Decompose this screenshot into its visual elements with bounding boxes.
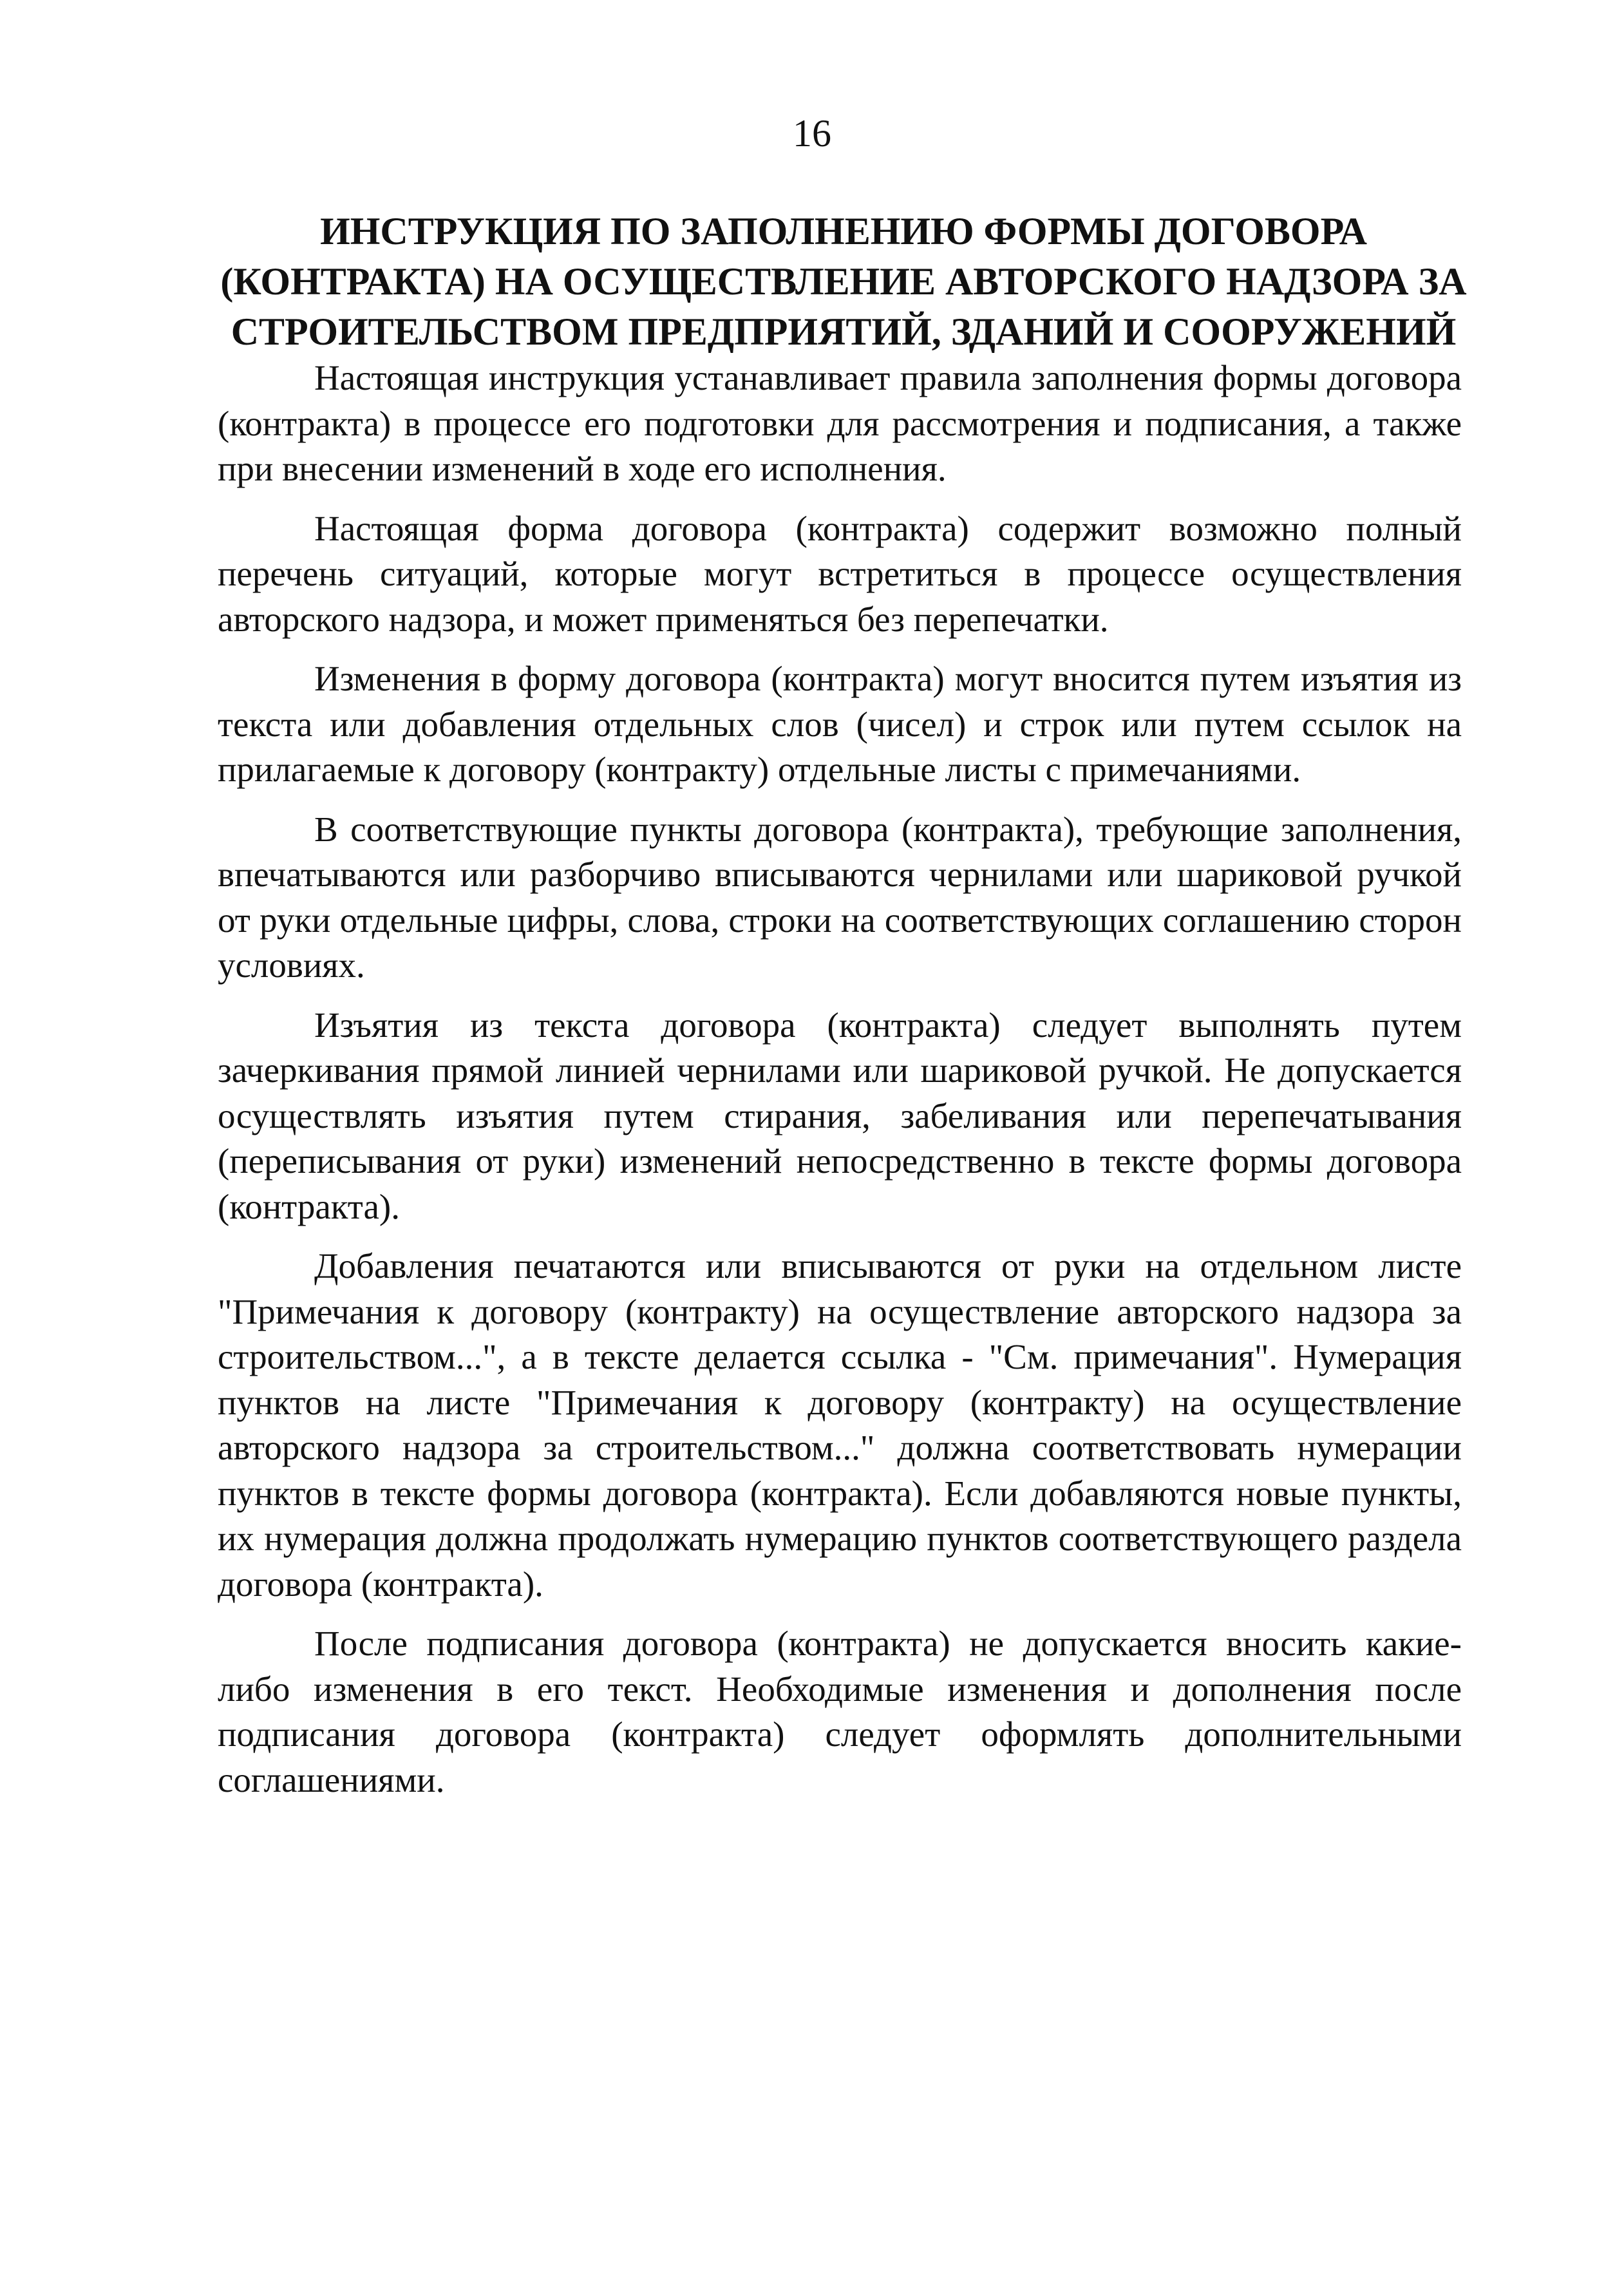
paragraph-1: Настоящая инструкция устанавливает правила заполнения формы договора (контракта) в процессе его подготовки для рассмотрения и подписания, а также при внесении изменений в ходе его исполнения. — [218, 358, 1462, 488]
document-body — [218, 356, 1462, 1817]
paragraph-5: Изъятия из текста договора (контракта) следует выполнять путем зачеркивания прямой линией чернилами или шариковой ручкой. Не допускается осуществлять изъятия путем стирания, забеливания или перепечатывания (переписывания от руки) изменений непосредственно в тексте формы договора (контракта). — [218, 1005, 1462, 1226]
paragraph-4: В соответствующие пункты договора (контракта), требующие заполнения, впечатываются или разборчиво вписываются чернилами или шариковой ручкой от руки отдельные цифры, слова, строки на соответствующих соглашению сторон условиях. — [218, 809, 1462, 985]
document-heading: ИНСТРУКЦИЯ ПО ЗАПОЛНЕНИЮ ФОРМЫ ДОГОВОРА (КОНТРАКТА) НА ОСУЩЕСТВЛЕНИЕ АВТОРСКОГО НАДЗОРА ЗА СТРОИТЕЛЬСТВОМ ПРЕДПРИЯТИЙ, ЗДАНИЙ И СООРУЖЕНИЙ — [220, 210, 1467, 353]
paragraph-3: Изменения в форму договора (контракта) могут вносится путем изъятия из текста или добавления отдельных слов (чисел) и строк или путем ссылок на прилагаемые к договору (контракту) отдельные листы с примечаниями. — [218, 659, 1462, 789]
paragraph-6: Добавления печатаются или вписываются от руки на отдельном листе "Примечания к договору (контракту) на осуществление авторского надзора за строительством...", а в тексте делается ссылка - "См. примечания". Нумерация пунктов на листе "Примечания к договору (контракту) на осуществление авторского надзора за строительством..." должна соответствовать нумерации пунктов в тексте формы договора (контракта). Если добавляются новые пункты, их нумерация должна продолжать нумерацию пунктов соответствующего раздела договора (контракта). — [218, 1246, 1462, 1604]
page-number: 16 — [793, 112, 831, 155]
paragraph-7: После подписания договора (контракта) не допускается вносить какие-либо изменения в его текст. Необходимые изменения и дополнения после подписания договора (контракта) следует оформлять дополнительными соглашениями. — [218, 1624, 1462, 1799]
paragraph-2: Настоящая форма договора (контракта) содержит возможно полный перечень ситуаций, которые могут встретиться в процессе осуществления авторского надзора, и может применяться без перепечатки. — [218, 508, 1462, 639]
